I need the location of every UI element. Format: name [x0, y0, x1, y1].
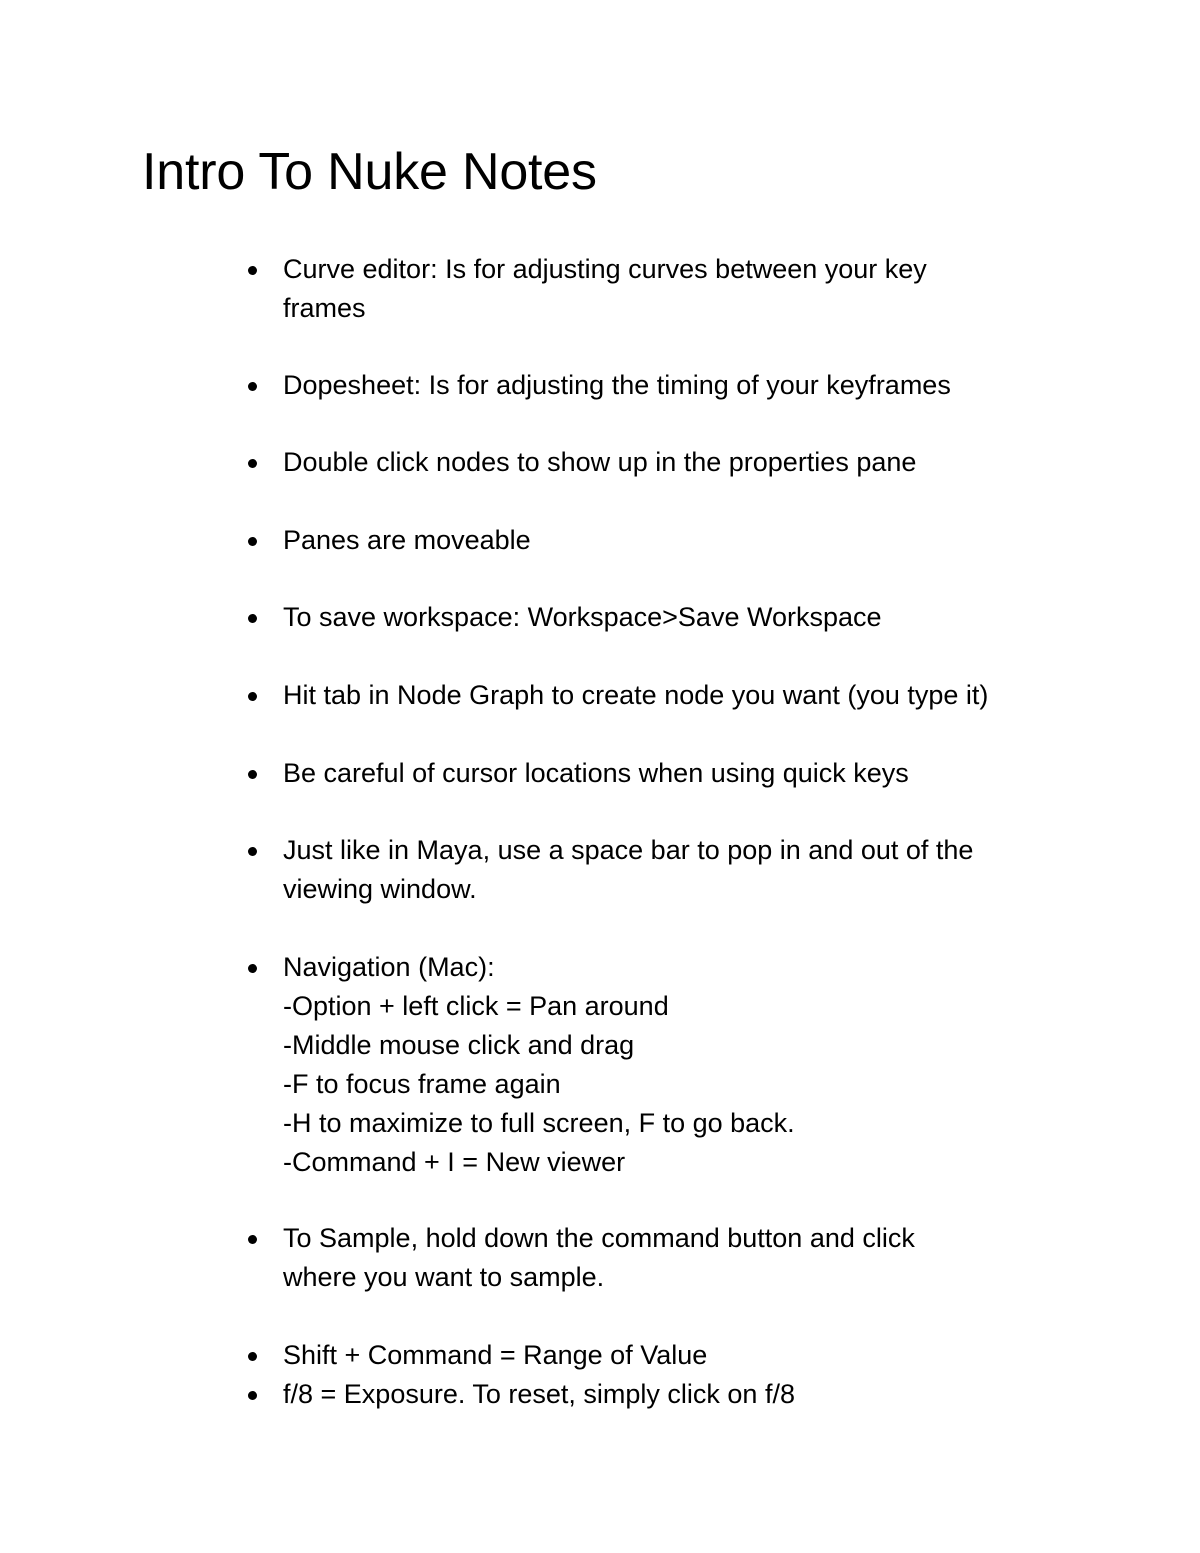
bullet-icon	[248, 1391, 257, 1400]
bullet-icon	[248, 614, 257, 623]
list-item	[283, 754, 1083, 793]
list-item-line: Just like in Maya, use a space bar to pop in and out of the	[283, 835, 974, 865]
list-item-line: frames	[283, 293, 366, 323]
list-item	[283, 443, 1083, 482]
list-item	[283, 831, 1083, 909]
list-item	[283, 1336, 1083, 1375]
list-item-line: Navigation (Mac):	[283, 952, 495, 982]
list-item	[283, 366, 1083, 405]
bullet-icon	[248, 847, 257, 856]
list-item-line: Shift + Command = Range of Value	[283, 1340, 708, 1370]
list-item-line: Be careful of cursor locations when using quick keys	[283, 758, 909, 788]
list-item	[283, 1375, 1083, 1414]
list-item-line: -Option + left click = Pan around	[283, 991, 669, 1021]
list-item-line: To save workspace: Workspace>Save Workspace	[283, 602, 882, 632]
list-item-line: Panes are moveable	[283, 525, 531, 555]
list-item	[283, 676, 1083, 715]
list-item-line: -F to focus frame again	[283, 1069, 561, 1099]
list-item-line: Hit tab in Node Graph to create node you want (you type it)	[283, 680, 989, 710]
list-item-line: -H to maximize to full screen, F to go back.	[283, 1108, 795, 1138]
list-item-line: -Command + I = New viewer	[283, 1147, 626, 1177]
list-item-line: To Sample, hold down the command button and click	[283, 1223, 915, 1253]
bullet-icon	[248, 537, 257, 546]
page-title: Intro To Nuke Notes	[142, 143, 597, 201]
bullet-icon	[248, 770, 257, 779]
list-item-line: Double click nodes to show up in the properties pane	[283, 447, 917, 477]
list-item-line: -Middle mouse click and drag	[283, 1030, 635, 1060]
list-item-line: Dopesheet: Is for adjusting the timing of your keyframes	[283, 370, 951, 400]
bullet-icon	[248, 1235, 257, 1244]
list-item-line: where you want to sample.	[283, 1262, 605, 1292]
bullet-icon	[248, 382, 257, 391]
list-item	[283, 1219, 1083, 1297]
list-item	[283, 250, 1083, 328]
list-item	[283, 521, 1083, 560]
bullet-icon	[248, 692, 257, 701]
bullet-icon	[248, 266, 257, 275]
bullet-icon	[248, 459, 257, 468]
list-item	[283, 598, 1083, 637]
list-item-line: Curve editor: Is for adjusting curves between your key	[283, 254, 927, 284]
list-item-line: f/8 = Exposure. To reset, simply click on f/8	[283, 1379, 795, 1409]
list-item-line: viewing window.	[283, 874, 477, 904]
list-item	[283, 948, 1083, 1182]
bullet-icon	[248, 1352, 257, 1361]
bullet-icon	[248, 964, 257, 973]
